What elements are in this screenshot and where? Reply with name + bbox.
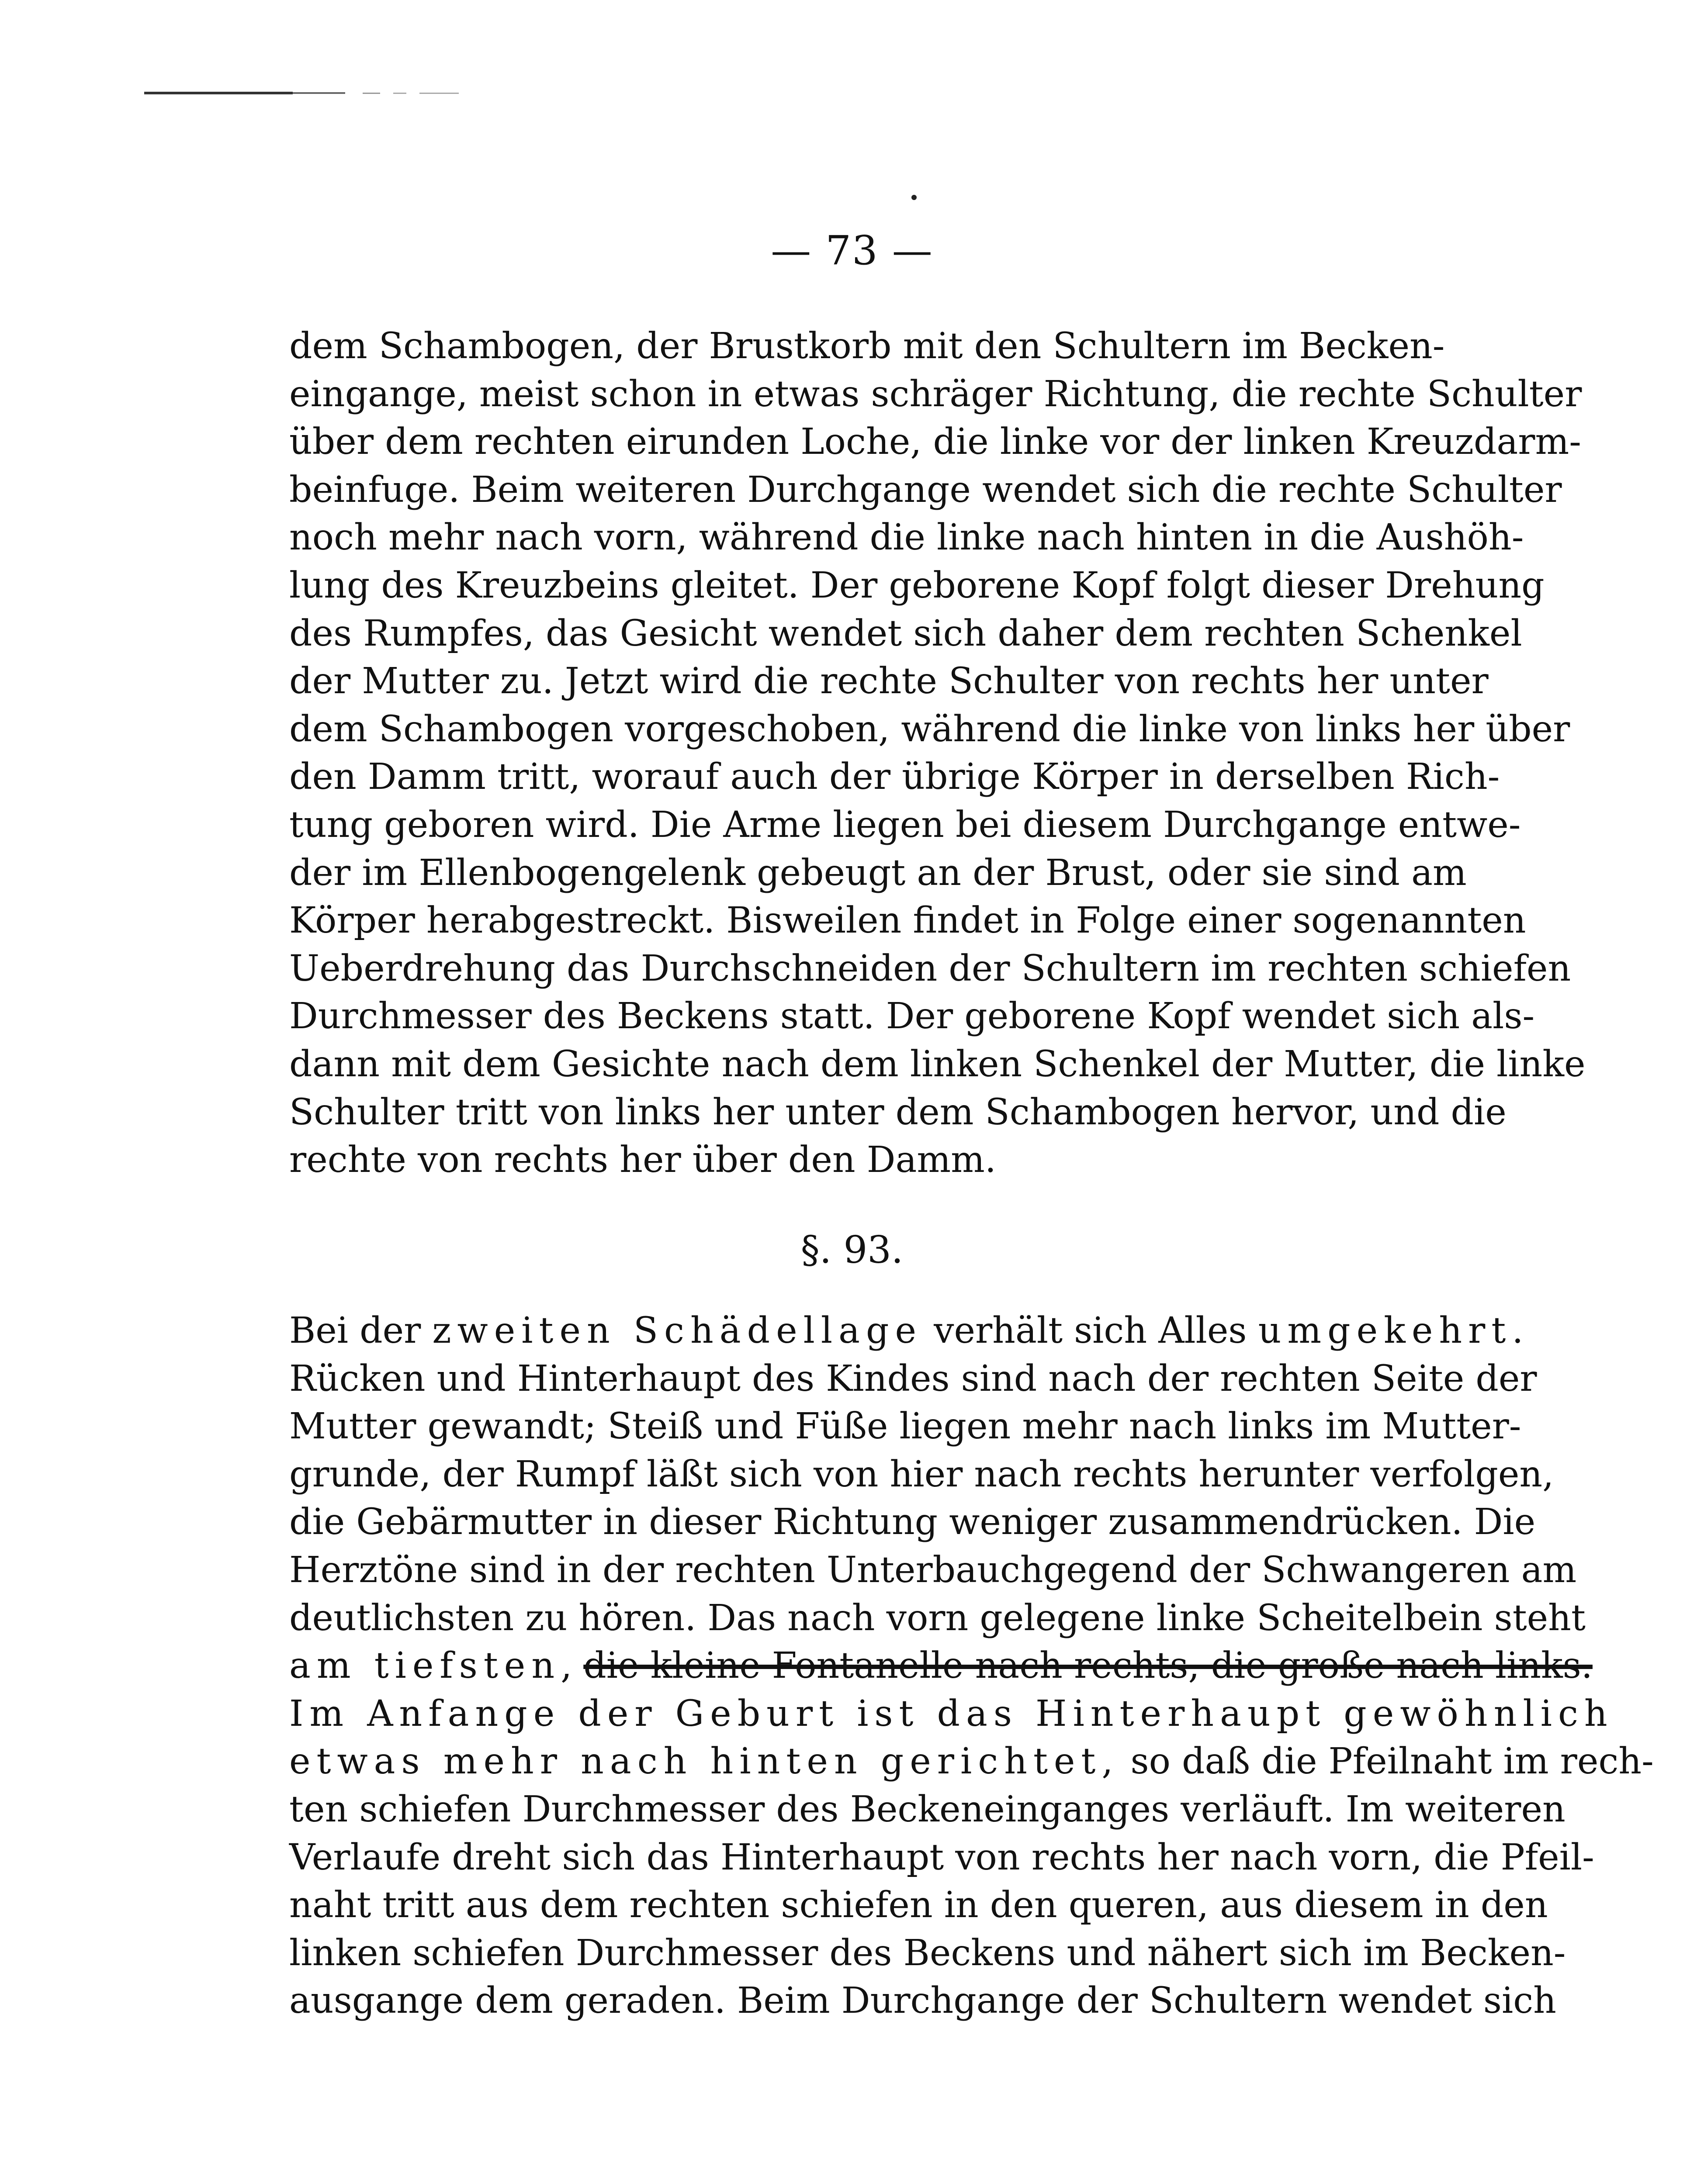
- text-line: noch mehr nach vorn, während die linke nach hinten in die Aushöh-: [289, 517, 1524, 559]
- text-line: dem Schambogen, der Brustkorb mit den Schultern im Becken-: [289, 325, 1445, 367]
- text-line: lung des Kreuzbeins gleitet. Der geborene Kopf folgt dieser Drehung: [289, 564, 1545, 606]
- text-line: ausgange dem geraden. Beim Durchgange der Schultern wendet sich: [289, 1980, 1556, 2022]
- text-line: tung geboren wird. Die Arme liegen bei diesem Durchgange entwe-: [289, 804, 1521, 846]
- text-line: Verlaufe dreht sich das Hinterhaupt von rechts her nach vorn, die Pfeil-: [289, 1836, 1594, 1878]
- paragraph-continued: [289, 322, 1586, 1184]
- text-line: Körper herabgestreckt. Bisweilen findet in Folge einer sogenannten: [289, 900, 1526, 942]
- text-line: Bei der zweiten Schädellage verhält sich Alles umgekehrt.: [289, 1310, 1530, 1351]
- page-number: — 73 —: [771, 227, 933, 274]
- text-line: der Mutter zu. Jetzt wird die rechte Schulter von rechts her unter: [289, 660, 1489, 702]
- text-line-emphasized: Im Anfange der Geburt ist das Hinterhaupt gewöhnlich: [289, 1693, 1614, 1735]
- emphasized-term: zweiten Schädellage: [432, 1310, 923, 1351]
- text-line: der im Ellenbogengelenk gebeugt an der Brust, oder sie sind am: [289, 852, 1467, 894]
- text-line: den Damm tritt, worauf auch der übrige Körper in derselben Rich-: [289, 756, 1500, 798]
- text-line: naht tritt aus dem rechten schiefen in den queren, aus diesem in den: [289, 1884, 1548, 1926]
- text-line: etwas mehr nach hinten gerichtet, so daß die Pfeilnaht im rech-: [289, 1741, 1654, 1783]
- text-line: dann mit dem Gesichte nach dem linken Schenkel der Mutter, die linke: [289, 1043, 1586, 1085]
- text-line: die Gebärmutter in dieser Richtung weniger zusammendrücken. Die: [289, 1501, 1536, 1543]
- text-line: eingange, meist schon in etwas schräger Richtung, die rechte Schulter: [289, 373, 1582, 415]
- text-line: rechte von rechts her über den Damm.: [289, 1139, 996, 1181]
- text-line: Rücken und Hinterhaupt des Kindes sind nach der rechten Seite der: [289, 1358, 1537, 1400]
- partially-struck-text: am tiefsten: [289, 1645, 561, 1687]
- text-line: Schulter tritt von links her unter dem Schambogen hervor, und die: [289, 1091, 1507, 1133]
- text-line: linken schiefen Durchmesser des Beckens und nähert sich im Becken-: [289, 1932, 1566, 1974]
- emphasized-term: umgekehrt.: [1258, 1310, 1530, 1351]
- text-line: Ueberdrehung das Durchschneiden der Schultern im rechten schiefen: [289, 947, 1571, 989]
- emphasized-term: etwas mehr nach hinten gerichtet,: [289, 1741, 1119, 1783]
- scan-artifact-rule: [144, 90, 459, 96]
- paragraph-section-93: [289, 1307, 1654, 2025]
- scan-artifact-dot: [911, 195, 917, 200]
- text-line: ten schiefen Durchmesser des Beckeneinganges verläuft. Im weiteren: [289, 1788, 1565, 1830]
- text-line: dem Schambogen vorgeschoben, während die linke von links her über: [289, 708, 1570, 750]
- text-line: am tiefsten, die kleine Fontanelle nach rechts, die große nach links.: [289, 1645, 1593, 1687]
- text-line: Durchmesser des Beckens statt. Der geborene Kopf wendet sich als-: [289, 995, 1535, 1037]
- text-line: deutlichsten zu hören. Das nach vorn gelegene linke Scheitelbein steht: [289, 1597, 1586, 1639]
- struck-through-text: die kleine Fontanelle nach rechts, die große nach links.: [583, 1645, 1593, 1687]
- text-line: grunde, der Rumpf läßt sich von hier nach rechts herunter verfolgen,: [289, 1453, 1554, 1495]
- text-line: des Rumpfes, das Gesicht wendet sich daher dem rechten Schenkel: [289, 612, 1522, 654]
- text-line: Mutter gewandt; Steiß und Füße liegen mehr nach links im Mutter-: [289, 1406, 1521, 1448]
- section-heading: §. 93.: [800, 1228, 904, 1272]
- text-line: Herztöne sind in der rechten Unterbauchgegend der Schwangeren am: [289, 1549, 1577, 1591]
- text-line: über dem rechten eirunden Loche, die linke vor der linken Kreuzdarm-: [289, 421, 1581, 463]
- text-line: beinfuge. Beim weiteren Durchgange wendet sich die rechte Schulter: [289, 469, 1562, 511]
